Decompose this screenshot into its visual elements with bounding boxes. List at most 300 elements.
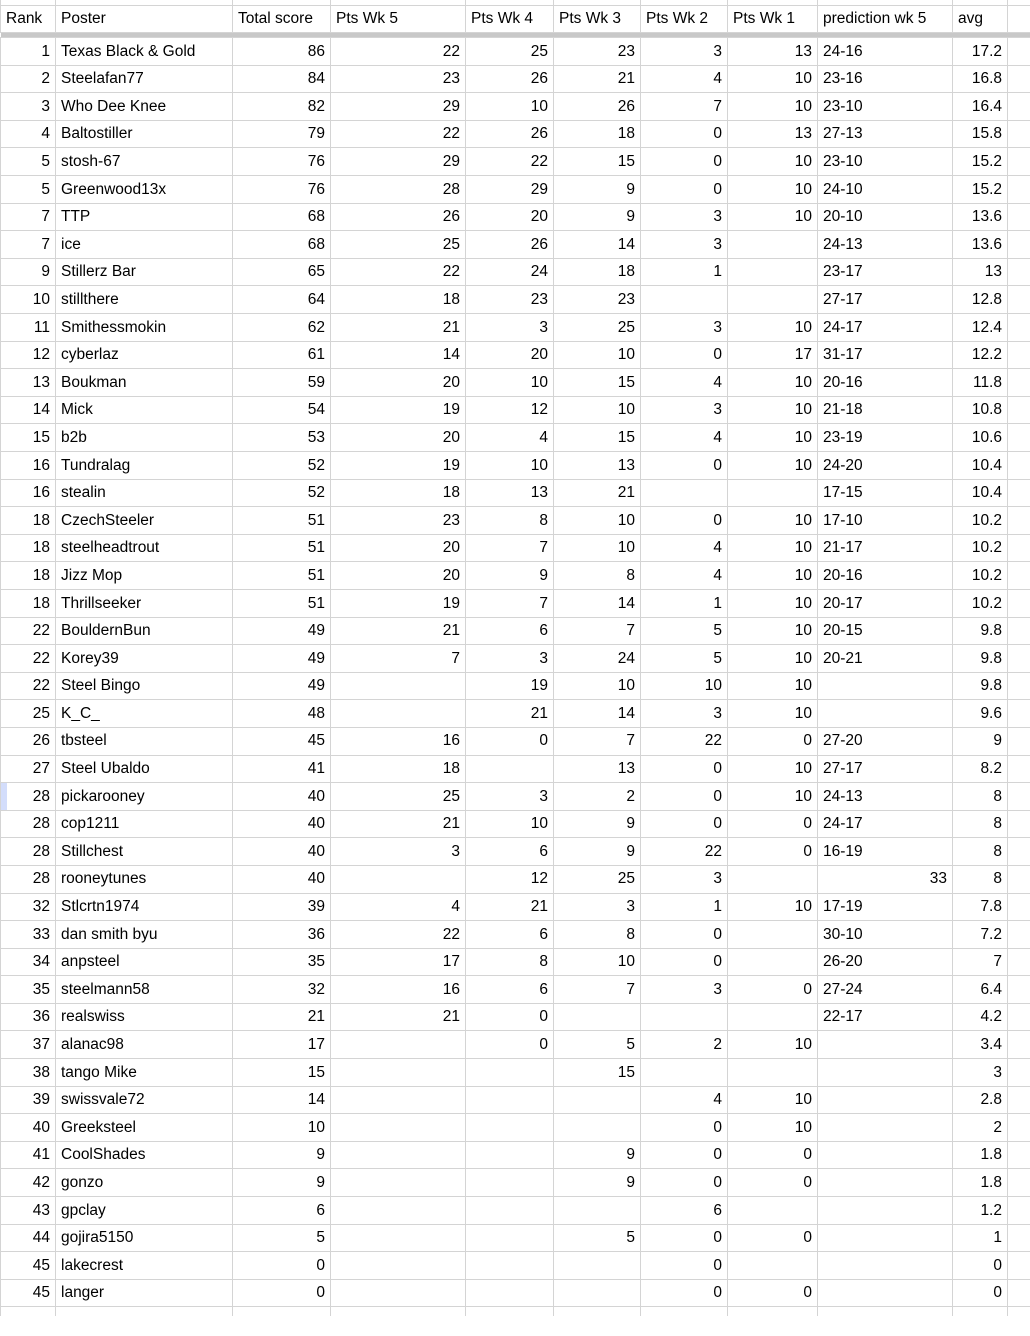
cell-pred[interactable]: 21-17 [818,534,953,562]
cell-total[interactable]: 6 [233,1197,331,1225]
cell-wk2[interactable]: 4 [641,534,728,562]
cell-wk5[interactable]: 29 [331,93,466,121]
cell-avg[interactable]: 1.2 [953,1197,1008,1225]
cell-wk2[interactable]: 4 [641,65,728,93]
cell-pred[interactable]: 23-10 [818,148,953,176]
cell-wk2[interactable]: 4 [641,1086,728,1114]
cell-wk3[interactable]: 9 [554,203,641,231]
cell-avg[interactable]: 15.8 [953,120,1008,148]
cell-wk1[interactable] [728,1003,818,1031]
cell-avg[interactable]: 1 [953,1224,1008,1252]
cell-pred[interactable] [818,1169,953,1197]
cell-wk2[interactable]: 0 [641,1224,728,1252]
cell-wk4[interactable]: 4 [466,424,554,452]
column-header-tail[interactable] [1008,5,1030,33]
cell-poster[interactable]: stillthere [56,286,233,314]
cell-rank[interactable]: 28 [1,810,56,838]
cell-wk3[interactable]: 5 [554,1031,641,1059]
cell-avg[interactable]: 3 [953,1059,1008,1087]
cell-wk4[interactable]: 8 [466,948,554,976]
cell-pred[interactable]: 17-19 [818,893,953,921]
cell-poster[interactable]: Who Dee Knee [56,93,233,121]
cell-wk2[interactable]: 0 [641,148,728,176]
cell-rank[interactable]: 28 [1,783,56,811]
cell-wk1[interactable]: 10 [728,1114,818,1142]
cell-total[interactable]: 41 [233,755,331,783]
cell-wk1[interactable]: 10 [728,203,818,231]
cell-wk2[interactable]: 0 [641,176,728,204]
cell-avg[interactable]: 13.6 [953,203,1008,231]
cell-avg[interactable]: 0 [953,1252,1008,1280]
cell-rank[interactable]: 18 [1,507,56,535]
cell-wk5[interactable]: 23 [331,507,466,535]
cell-wk4[interactable]: 12 [466,396,554,424]
cell-avg[interactable]: 3.4 [953,1031,1008,1059]
column-header-avg[interactable]: avg [953,5,1008,33]
cell-wk5[interactable]: 18 [331,479,466,507]
cell-wk5[interactable]: 21 [331,314,466,342]
cell-wk5[interactable]: 28 [331,176,466,204]
cell-wk1[interactable]: 0 [728,1169,818,1197]
cell-pred[interactable]: 20-17 [818,589,953,617]
cell-wk5[interactable] [331,1224,466,1252]
cell-rank[interactable]: 28 [1,838,56,866]
cell-total[interactable]: 10 [233,1114,331,1142]
cell-wk2[interactable]: 7 [641,93,728,121]
cell-wk5[interactable]: 25 [331,231,466,259]
cell-tail[interactable] [1008,1086,1030,1114]
cell-tail[interactable] [1008,38,1030,66]
cell-wk5[interactable]: 16 [331,976,466,1004]
cell-pred[interactable] [818,672,953,700]
cell-wk5[interactable]: 14 [331,341,466,369]
cell-wk5[interactable]: 22 [331,120,466,148]
cell-rank[interactable]: 9 [1,258,56,286]
cell-rank[interactable]: 14 [1,396,56,424]
cell-wk4[interactable] [466,1086,554,1114]
cell-avg[interactable]: 15.2 [953,148,1008,176]
cell-wk5[interactable]: 19 [331,589,466,617]
cell-avg[interactable]: 10.6 [953,424,1008,452]
cell-rank[interactable]: 40 [1,1114,56,1142]
cell-pred[interactable]: 27-13 [818,120,953,148]
cell-poster[interactable]: gojira5150 [56,1224,233,1252]
cell-rank[interactable]: 18 [1,589,56,617]
table-row[interactable] [1,148,1030,176]
table-row[interactable] [1,1197,1030,1225]
cell-wk5[interactable] [331,1279,466,1307]
cell-wk4[interactable]: 3 [466,783,554,811]
table-row[interactable] [1,369,1030,397]
cell-poster[interactable]: Steel Ubaldo [56,755,233,783]
cell-pred[interactable]: 20-16 [818,562,953,590]
cell-tail[interactable] [1008,948,1030,976]
cell-wk1[interactable] [728,479,818,507]
cell-total[interactable]: 49 [233,645,331,673]
cell-wk4[interactable] [466,755,554,783]
cell-wk1[interactable]: 10 [728,783,818,811]
cell-wk3[interactable]: 23 [554,38,641,66]
cell-pred[interactable]: 24-17 [818,314,953,342]
cell-poster[interactable]: steelheadtrout [56,534,233,562]
cell-wk2[interactable]: 5 [641,645,728,673]
cell-wk4[interactable]: 26 [466,120,554,148]
cell-tail[interactable] [1008,231,1030,259]
cell-wk5[interactable]: 29 [331,148,466,176]
cell-wk1[interactable]: 10 [728,1031,818,1059]
cell-tail[interactable] [1008,203,1030,231]
cell-pred[interactable]: 24-13 [818,783,953,811]
cell-wk1[interactable]: 0 [728,1224,818,1252]
cell-tail[interactable] [1008,617,1030,645]
cell-total[interactable]: 0 [233,1252,331,1280]
cell-wk5[interactable] [331,865,466,893]
cell-avg[interactable]: 7 [953,948,1008,976]
cell-wk4[interactable]: 6 [466,838,554,866]
cell-avg[interactable]: 12.2 [953,341,1008,369]
table-row[interactable] [1,865,1030,893]
cell-wk5[interactable] [331,1059,466,1087]
cell-poster[interactable]: BouldernBun [56,617,233,645]
cell-wk3[interactable] [554,1197,641,1225]
table-row[interactable] [1,810,1030,838]
cell-total[interactable]: 40 [233,865,331,893]
cell-wk4[interactable]: 19 [466,672,554,700]
cell-rank[interactable]: 37 [1,1031,56,1059]
cell-tail[interactable] [1008,148,1030,176]
cell-tail[interactable] [1008,396,1030,424]
cell-wk1[interactable] [728,865,818,893]
cell-wk5[interactable]: 3 [331,838,466,866]
cell-wk3[interactable]: 25 [554,314,641,342]
cell-pred[interactable]: 17-10 [818,507,953,535]
cell-tail[interactable] [1008,314,1030,342]
cell-total[interactable]: 32 [233,976,331,1004]
cell-poster[interactable]: Thrillseeker [56,589,233,617]
cell-wk1[interactable]: 10 [728,700,818,728]
cell-tail[interactable] [1008,1114,1030,1142]
table-row[interactable] [1,314,1030,342]
table-row[interactable] [1,562,1030,590]
cell-wk5[interactable]: 26 [331,203,466,231]
cell-tail[interactable] [1008,424,1030,452]
table-row[interactable] [1,203,1030,231]
cell-wk1[interactable]: 0 [728,976,818,1004]
cell-wk5[interactable]: 21 [331,617,466,645]
cell-total[interactable]: 52 [233,452,331,480]
cell-avg[interactable]: 8 [953,810,1008,838]
cell-wk3[interactable]: 7 [554,727,641,755]
cell-wk2[interactable]: 0 [641,507,728,535]
cell-wk5[interactable]: 18 [331,755,466,783]
cell-pred[interactable] [818,1141,953,1169]
cell-poster[interactable]: gpclay [56,1197,233,1225]
cell-wk5[interactable]: 19 [331,452,466,480]
cell-pred[interactable]: 23-16 [818,65,953,93]
cell-wk2[interactable]: 0 [641,120,728,148]
cell-rank[interactable]: 27 [1,755,56,783]
cell-total[interactable]: 68 [233,203,331,231]
cell-wk4[interactable]: 10 [466,810,554,838]
cell-wk4[interactable]: 7 [466,589,554,617]
cell-wk3[interactable]: 25 [554,865,641,893]
cell-rank[interactable]: 7 [1,231,56,259]
cell-tail[interactable] [1008,176,1030,204]
cell-wk1[interactable]: 10 [728,369,818,397]
cell-wk5[interactable] [331,1197,466,1225]
cell-wk4[interactable]: 6 [466,976,554,1004]
table-row[interactable] [1,783,1030,811]
cell-tail[interactable] [1008,755,1030,783]
cell-pred[interactable]: 24-17 [818,810,953,838]
cell-wk1[interactable]: 10 [728,176,818,204]
cell-wk5[interactable]: 20 [331,534,466,562]
cell-avg[interactable]: 0 [953,1279,1008,1307]
cell-avg[interactable]: 9.8 [953,617,1008,645]
cell-wk1[interactable]: 10 [728,314,818,342]
cell-wk3[interactable] [554,1003,641,1031]
cell-wk1[interactable] [728,1059,818,1087]
cell-poster[interactable]: Steelafan77 [56,65,233,93]
cell-wk4[interactable]: 0 [466,1003,554,1031]
cell-wk1[interactable]: 0 [728,1279,818,1307]
cell-pred[interactable]: 27-17 [818,286,953,314]
cell-total[interactable]: 0 [233,1279,331,1307]
cell-pred[interactable] [818,1114,953,1142]
cell-tail[interactable] [1008,479,1030,507]
cell-avg[interactable]: 12.8 [953,286,1008,314]
table-row[interactable] [1,65,1030,93]
cell-pred[interactable]: 31-17 [818,341,953,369]
cell-wk2[interactable]: 4 [641,369,728,397]
table-row[interactable] [1,589,1030,617]
cell-rank[interactable]: 16 [1,479,56,507]
cell-rank[interactable]: 22 [1,645,56,673]
cell-wk2[interactable]: 22 [641,727,728,755]
cell-wk4[interactable]: 7 [466,534,554,562]
cell-tail[interactable] [1008,838,1030,866]
cell-wk1[interactable] [728,1197,818,1225]
cell-wk4[interactable]: 24 [466,258,554,286]
cell-avg[interactable]: 16.4 [953,93,1008,121]
cell-avg[interactable]: 2.8 [953,1086,1008,1114]
cell-poster[interactable]: CzechSteeler [56,507,233,535]
cell-tail[interactable] [1008,1197,1030,1225]
cell-avg[interactable]: 7.2 [953,921,1008,949]
cell-total[interactable]: 9 [233,1141,331,1169]
cell-wk3[interactable]: 18 [554,258,641,286]
cell-wk3[interactable]: 2 [554,783,641,811]
cell-wk2[interactable] [641,1059,728,1087]
cell-wk5[interactable]: 20 [331,562,466,590]
cell-poster[interactable]: Boukman [56,369,233,397]
cell-avg[interactable]: 10.2 [953,589,1008,617]
cell-avg[interactable]: 10.2 [953,507,1008,535]
table-row[interactable] [1,286,1030,314]
cell-total[interactable]: 84 [233,65,331,93]
cell-wk3[interactable]: 13 [554,452,641,480]
table-row[interactable] [1,93,1030,121]
cell-wk3[interactable]: 15 [554,424,641,452]
cell-poster[interactable]: Stlcrtn1974 [56,893,233,921]
cell-wk4[interactable] [466,1252,554,1280]
cell-avg[interactable]: 1.8 [953,1141,1008,1169]
cell-wk4[interactable]: 12 [466,865,554,893]
cell-wk2[interactable]: 3 [641,865,728,893]
cell-rank[interactable]: 10 [1,286,56,314]
cell-total[interactable]: 52 [233,479,331,507]
cell-wk3[interactable]: 14 [554,700,641,728]
cell-wk5[interactable] [331,700,466,728]
cell-total[interactable]: 14 [233,1086,331,1114]
cell-wk5[interactable]: 19 [331,396,466,424]
cell-wk4[interactable]: 3 [466,314,554,342]
cell-total[interactable]: 40 [233,838,331,866]
cell-tail[interactable] [1008,1141,1030,1169]
cell-poster[interactable]: anpsteel [56,948,233,976]
cell-pred[interactable] [818,1252,953,1280]
cell-tail[interactable] [1008,645,1030,673]
cell-wk1[interactable]: 13 [728,38,818,66]
cell-rank[interactable]: 25 [1,700,56,728]
cell-total[interactable]: 48 [233,700,331,728]
cell-total[interactable]: 54 [233,396,331,424]
cell-wk1[interactable]: 10 [728,65,818,93]
cell-wk5[interactable]: 16 [331,727,466,755]
cell-tail[interactable] [1008,700,1030,728]
cell-poster[interactable]: Greenwood13x [56,176,233,204]
cell-wk5[interactable]: 7 [331,645,466,673]
cell-avg[interactable]: 16.8 [953,65,1008,93]
cell-total[interactable]: 21 [233,1003,331,1031]
cell-wk2[interactable]: 3 [641,976,728,1004]
cell-pred[interactable]: 24-13 [818,231,953,259]
cell-wk2[interactable]: 3 [641,396,728,424]
cell-wk2[interactable]: 3 [641,203,728,231]
cell-tail[interactable] [1008,727,1030,755]
cell-wk5[interactable]: 20 [331,424,466,452]
cell-tail[interactable] [1008,452,1030,480]
cell-wk5[interactable]: 22 [331,921,466,949]
cell-wk3[interactable]: 14 [554,231,641,259]
cell-rank[interactable]: 45 [1,1252,56,1280]
cell-wk4[interactable] [466,1114,554,1142]
cell-wk1[interactable]: 13 [728,120,818,148]
cell-wk3[interactable]: 15 [554,1059,641,1087]
cell-wk1[interactable]: 10 [728,396,818,424]
table-row[interactable] [1,976,1030,1004]
table-row[interactable] [1,727,1030,755]
cell-poster[interactable]: Jizz Mop [56,562,233,590]
cell-wk2[interactable]: 0 [641,1114,728,1142]
cell-wk4[interactable]: 13 [466,479,554,507]
cell-rank[interactable]: 34 [1,948,56,976]
cell-total[interactable]: 82 [233,93,331,121]
cell-poster[interactable]: stealin [56,479,233,507]
cell-poster[interactable]: cyberlaz [56,341,233,369]
cell-wk4[interactable]: 26 [466,65,554,93]
cell-avg[interactable]: 13.6 [953,231,1008,259]
cell-pred[interactable]: 20-16 [818,369,953,397]
cell-wk1[interactable]: 10 [728,755,818,783]
cell-wk3[interactable] [554,1086,641,1114]
cell-poster[interactable]: rooneytunes [56,865,233,893]
cell-wk5[interactable] [331,1141,466,1169]
cell-avg[interactable]: 12.4 [953,314,1008,342]
cell-rank[interactable]: 43 [1,1197,56,1225]
cell-wk1[interactable]: 10 [728,645,818,673]
cell-wk5[interactable]: 4 [331,893,466,921]
cell-tail[interactable] [1008,93,1030,121]
cell-pred[interactable]: 23-19 [818,424,953,452]
table-row[interactable] [1,38,1030,66]
cell-wk5[interactable] [331,1031,466,1059]
cell-avg[interactable]: 17.2 [953,38,1008,66]
column-header-wk4[interactable]: Pts Wk 4 [466,5,554,33]
cell-avg[interactable]: 9.6 [953,700,1008,728]
cell-total[interactable]: 51 [233,589,331,617]
cell-rank[interactable]: 15 [1,424,56,452]
table-row[interactable] [1,1169,1030,1197]
cell-rank[interactable]: 28 [1,865,56,893]
cell-wk1[interactable] [728,1252,818,1280]
cell-wk3[interactable]: 10 [554,396,641,424]
cell-wk1[interactable]: 10 [728,562,818,590]
cell-wk1[interactable] [728,921,818,949]
cell-pred[interactable] [818,1224,953,1252]
cell-pred[interactable]: 27-17 [818,755,953,783]
cell-wk3[interactable]: 10 [554,672,641,700]
cell-wk3[interactable]: 9 [554,1169,641,1197]
cell-total[interactable]: 64 [233,286,331,314]
cell-avg[interactable]: 7.8 [953,893,1008,921]
cell-total[interactable]: 76 [233,176,331,204]
cell-wk4[interactable] [466,1279,554,1307]
cell-wk5[interactable]: 18 [331,286,466,314]
cell-rank[interactable]: 42 [1,1169,56,1197]
cell-pred[interactable]: 27-20 [818,727,953,755]
cell-wk1[interactable]: 10 [728,424,818,452]
cell-poster[interactable]: gonzo [56,1169,233,1197]
table-row[interactable] [1,452,1030,480]
cell-wk4[interactable]: 23 [466,286,554,314]
cell-poster[interactable]: b2b [56,424,233,452]
cell-rank[interactable]: 45 [1,1279,56,1307]
cell-wk1[interactable]: 10 [728,1086,818,1114]
cell-poster[interactable]: Smithessmokin [56,314,233,342]
cell-wk1[interactable]: 17 [728,341,818,369]
cell-wk4[interactable]: 0 [466,727,554,755]
cell-rank[interactable]: 2 [1,65,56,93]
cell-tail[interactable] [1008,1169,1030,1197]
table-row[interactable] [1,1059,1030,1087]
cell-poster[interactable]: Stillerz Bar [56,258,233,286]
cell-wk1[interactable]: 10 [728,672,818,700]
cell-wk3[interactable]: 21 [554,65,641,93]
cell-avg[interactable]: 15.2 [953,176,1008,204]
cell-rank[interactable]: 5 [1,176,56,204]
cell-pred[interactable]: 20-21 [818,645,953,673]
cell-wk4[interactable]: 21 [466,700,554,728]
table-row[interactable] [1,700,1030,728]
cell-rank[interactable]: 3 [1,93,56,121]
cell-wk3[interactable] [554,1114,641,1142]
cell-wk3[interactable]: 10 [554,534,641,562]
cell-rank[interactable]: 13 [1,369,56,397]
cell-total[interactable]: 62 [233,314,331,342]
table-row[interactable] [1,948,1030,976]
cell-total[interactable]: 40 [233,783,331,811]
